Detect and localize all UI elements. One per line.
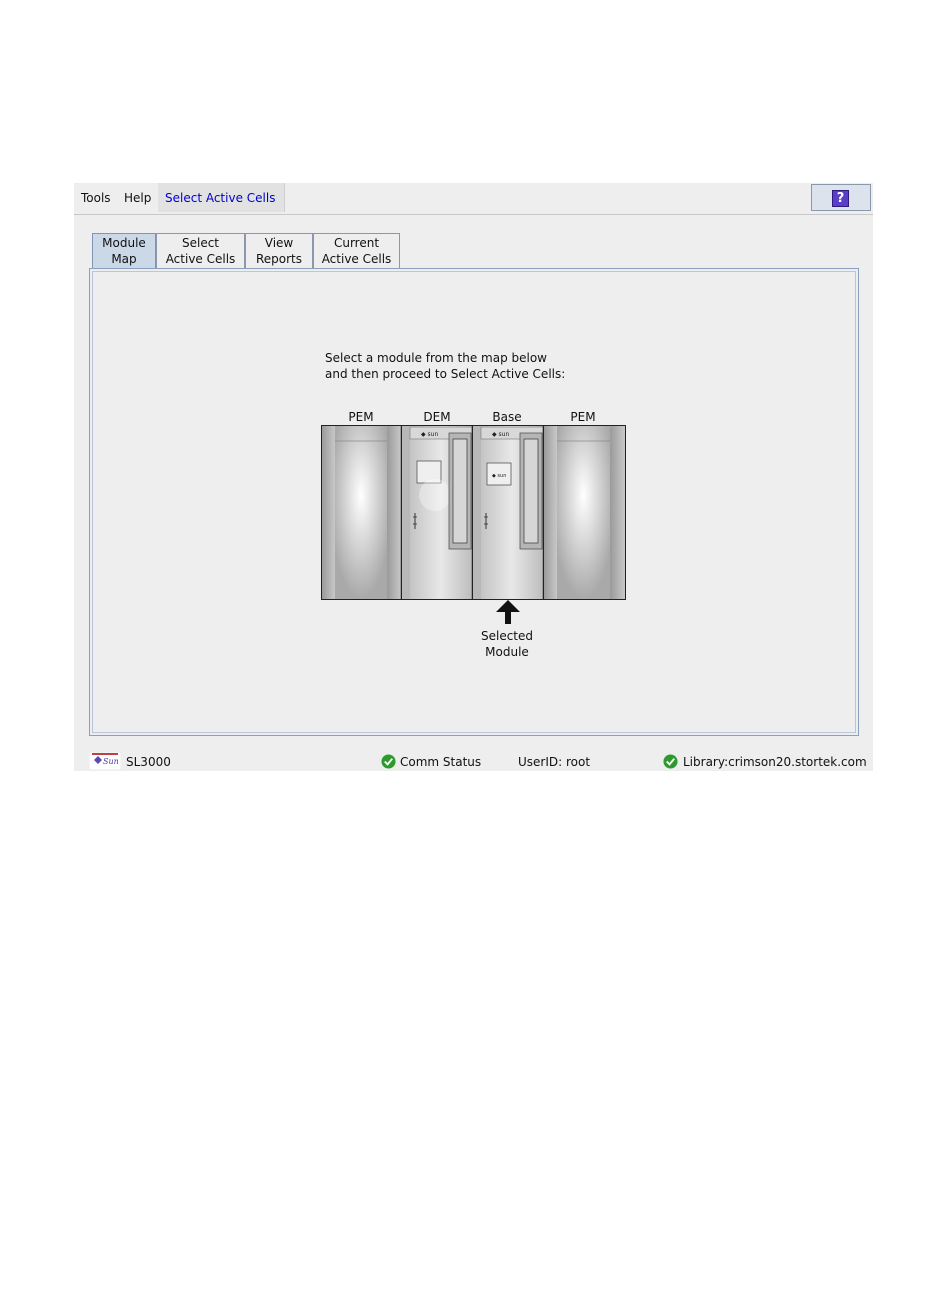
module-dem[interactable] [402, 426, 472, 599]
module-base[interactable] [473, 426, 543, 599]
comm-status-check-icon [381, 754, 396, 769]
selected-module-line-1: Selected [480, 629, 534, 643]
module-label-dem: DEM [423, 410, 451, 424]
selected-module-label [469, 628, 545, 660]
tab-current-active-cells-line1: Current [333, 236, 380, 250]
library-name-label[interactable]: Library:crimson20.stortek.com [683, 755, 867, 769]
tab-select-active-cells-line1: Select [181, 236, 220, 250]
help-button[interactable] [811, 184, 871, 211]
tab-select-active-cells-line2: Active Cells [165, 252, 236, 266]
tab-view-reports-line2: Reports [255, 252, 303, 266]
module-label-pem-right: PEM [570, 410, 596, 424]
selected-module-line-2: Module [485, 645, 529, 659]
menu-bar [74, 183, 873, 215]
instruction-line-1: Select a module from the map below [325, 351, 547, 365]
tab-view-reports-line1: View [264, 236, 294, 250]
tab-current-active-cells-line2: Active Cells [321, 252, 392, 266]
product-name: SL3000 [126, 755, 171, 769]
tab-select-active-cells[interactable] [156, 233, 245, 268]
user-id-label: UserID: root [518, 755, 591, 769]
module-pem-right[interactable] [544, 426, 625, 599]
module-pem-left[interactable] [322, 426, 401, 599]
tab-view-reports[interactable] [245, 233, 313, 268]
sun-logo-icon [89, 752, 121, 770]
instruction-text [325, 350, 565, 382]
tab-module-map-line2: Map [111, 252, 137, 266]
status-bar [74, 749, 873, 771]
library-module-map [321, 425, 626, 600]
app-window [74, 183, 873, 771]
tab-module-map[interactable] [92, 233, 156, 268]
module-label-base: Base [492, 410, 522, 424]
svg-text:◆ sun: ◆ sun [492, 473, 507, 479]
selected-arrow-icon [494, 600, 522, 624]
library-status-check-icon [663, 754, 678, 769]
module-label-pem-left: PEM [348, 410, 374, 424]
svg-text:Sun: Sun [103, 757, 119, 766]
comm-status-label[interactable]: Comm Status [400, 755, 482, 769]
instruction-line-2: and then proceed to Select Active Cells: [325, 367, 566, 381]
menu-select-active-cells[interactable] [158, 183, 285, 212]
tab-current-active-cells[interactable] [313, 233, 400, 268]
menu-help[interactable]: Help [124, 191, 152, 205]
svg-text:◆ sun: ◆ sun [492, 431, 510, 438]
menu-tools[interactable]: Tools [81, 191, 111, 205]
menu-select-active-cells-label: Select Active Cells [165, 191, 276, 205]
svg-text:◆ sun: ◆ sun [421, 431, 439, 438]
tab-module-map-line1: Module [102, 236, 146, 250]
help-icon: ? [832, 190, 849, 207]
